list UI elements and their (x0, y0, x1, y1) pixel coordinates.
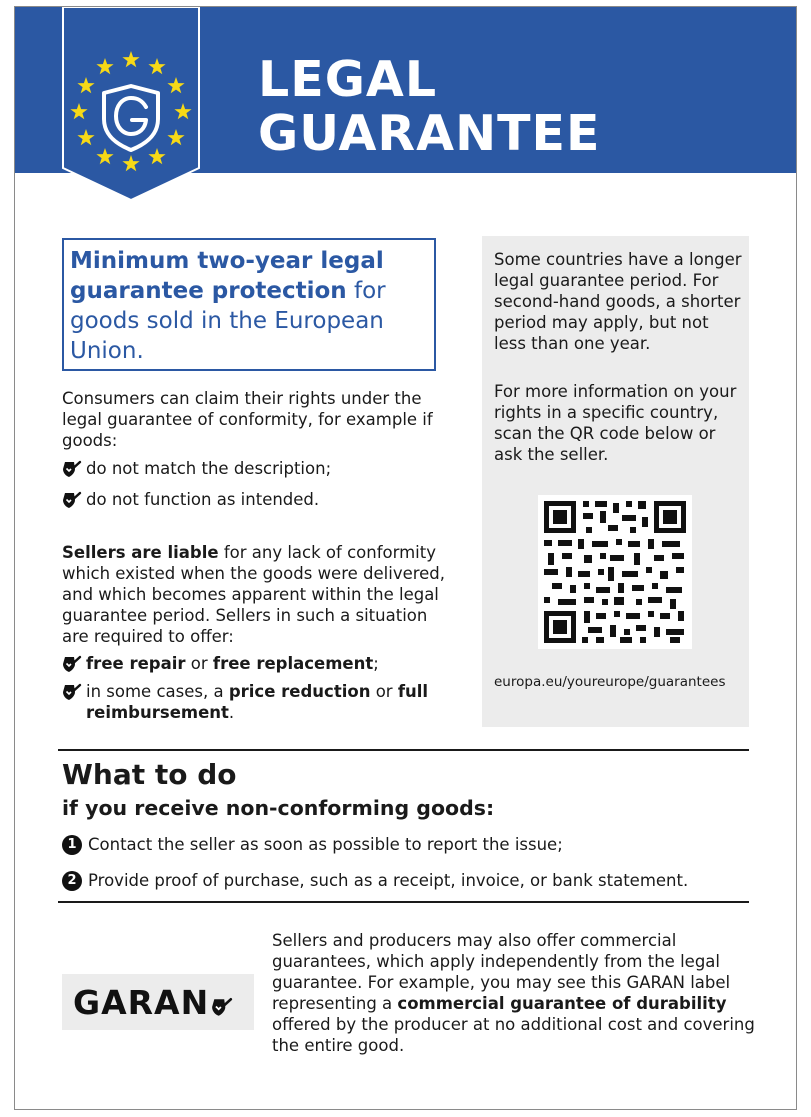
garan-label-logo (62, 974, 254, 1030)
intro-callout (62, 238, 436, 371)
rights-item-text: do not function as intended. (86, 490, 320, 509)
step-text: Provide proof of purchase, such as a receipt, invoice, or bank statement. (88, 871, 689, 890)
step-text: Contact the seller as soon as possible to report the issue; (88, 835, 563, 854)
remedy-free-repair: free repair (86, 654, 186, 673)
remedy-item-text (86, 653, 379, 674)
remedy-end: . (228, 703, 235, 722)
remedy-or: or (370, 682, 398, 701)
step-item (62, 834, 563, 856)
remedy-pre: in some cases, a (86, 682, 229, 701)
check-shield-icon (62, 681, 86, 702)
intro-bold: Minimum two-year legal guarantee protection (70, 248, 384, 304)
remedy-item-text (86, 681, 442, 723)
garan-logo-text: GARAN (73, 982, 210, 1022)
header-banner (15, 7, 796, 173)
what-to-do-subheading: if you receive non-conforming goods: (62, 796, 495, 820)
intro-rest: for goods sold in the European Union. (70, 278, 386, 364)
check-shield-icon (62, 458, 86, 479)
commercial-pre: Sellers and producers may also offer commercial guarantees, which apply independently from the legal guarantee. For example, you may see this GARAN label representing a (272, 931, 731, 1013)
guarantees-url[interactable]: europa.eu/youreurope/guarantees (494, 674, 726, 690)
intro-text (70, 246, 428, 366)
remedy-end: ; (373, 654, 379, 673)
check-shield-icon (211, 997, 233, 1017)
rights-item (62, 458, 331, 479)
qr-code[interactable] (538, 495, 692, 649)
title-line-2: GUARANTEE (258, 105, 601, 162)
qr-code-icon (538, 495, 692, 649)
step-item (62, 870, 688, 892)
section-divider-bottom (58, 901, 749, 903)
remedy-full-reimbursement: full reimbursement (86, 682, 429, 722)
side-panel-text-1: Some countries have a longer legal guarantee period. For second-hand goods, a shorter period may apply, but not less than one year. (494, 250, 742, 353)
eu-shield-emblem (62, 7, 200, 206)
remedy-item (62, 653, 379, 674)
sellers-text: for any lack of conformity which existed when the goods were delivered, and which becomes apparent within the legal guarantee period. Sellers in such a situation are required to offer: (62, 543, 446, 646)
remedy-or: or (185, 654, 213, 673)
commercial-post: offered by the producer at no additional cost and covering the entire good. (272, 1015, 755, 1055)
remedy-item (62, 681, 442, 723)
page-title (258, 53, 600, 161)
sellers-bold: Sellers are liable (62, 543, 219, 562)
section-divider-top (58, 749, 749, 751)
check-shield-icon (62, 489, 86, 510)
legal-guarantee-poster (14, 6, 797, 1110)
rights-item-text: do not match the description; (86, 459, 332, 478)
remedy-free-replacement: free replacement (212, 654, 374, 673)
rights-paragraph: Consumers can claim their rights under the legal guarantee of conformity, for example if goods: (62, 389, 433, 450)
rights-item (62, 489, 319, 510)
side-panel-text-2: For more information on your rights in a specific country, scan the QR code below or ask the seller. (494, 382, 737, 464)
info-side-panel (482, 236, 749, 727)
sellers-paragraph (62, 542, 447, 647)
commercial-bold: commercial guarantee of durability (397, 994, 727, 1013)
step-number-badge: 2 (62, 871, 82, 891)
step-number-badge: 1 (62, 835, 82, 855)
title-line-1: LEGAL (258, 51, 438, 108)
commercial-guarantee-paragraph (272, 930, 762, 1056)
what-to-do-heading: What to do (62, 758, 237, 791)
check-shield-icon (62, 653, 86, 674)
remedy-price-reduction: price reduction (228, 682, 371, 701)
